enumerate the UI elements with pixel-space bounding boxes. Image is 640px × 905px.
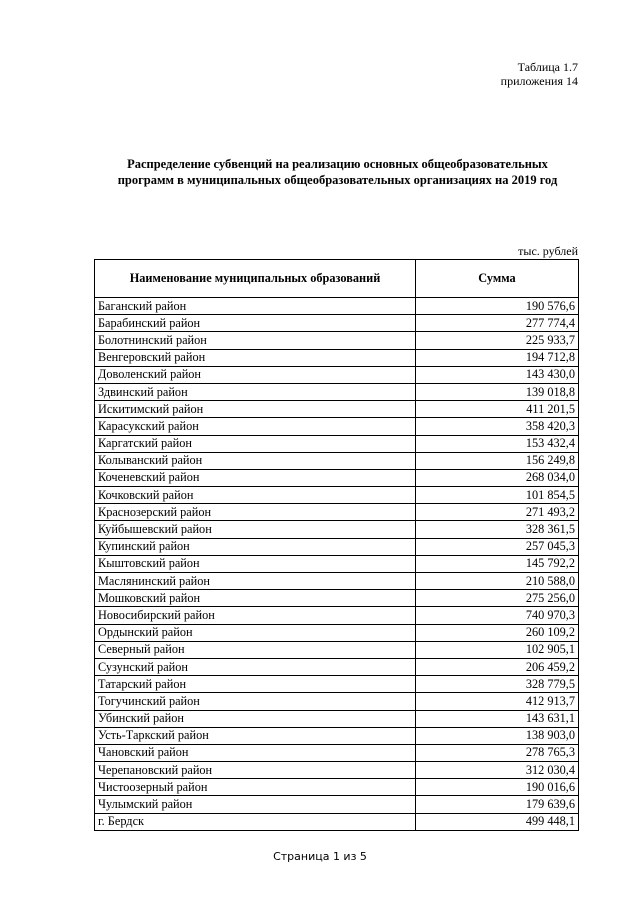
table-row [95, 813, 579, 830]
subsidy-amount: 190 576,6 [416, 298, 579, 315]
municipality-name: Доволенский район [95, 366, 416, 383]
table-row [95, 573, 579, 590]
table-caption [501, 60, 578, 88]
municipality-name: г. Бердск [95, 813, 416, 830]
subsidy-amount: 143 430,0 [416, 366, 579, 383]
table-row [95, 418, 579, 435]
table-row [95, 401, 579, 418]
subsidy-table [94, 259, 579, 831]
table-row [95, 555, 579, 572]
subsidy-amount: 277 774,4 [416, 315, 579, 332]
municipality-name: Маслянинский район [95, 573, 416, 590]
subsidy-amount: 145 792,2 [416, 555, 579, 572]
table-row [95, 538, 579, 555]
subsidy-amount: 206 459,2 [416, 658, 579, 675]
subsidy-amount: 268 034,0 [416, 469, 579, 486]
table-row [95, 693, 579, 710]
subsidy-amount: 153 432,4 [416, 435, 579, 452]
table-body [95, 298, 579, 831]
municipality-name: Венгеровский район [95, 349, 416, 366]
table-row [95, 796, 579, 813]
subsidy-amount: 275 256,0 [416, 590, 579, 607]
municipality-name: Чистоозерный район [95, 779, 416, 796]
municipality-name: Северный район [95, 641, 416, 658]
subsidy-amount: 190 016,6 [416, 779, 579, 796]
subsidy-amount: 257 045,3 [416, 538, 579, 555]
municipality-name: Баганский район [95, 298, 416, 315]
municipality-name: Новосибирский район [95, 607, 416, 624]
subsidy-amount: 278 765,3 [416, 744, 579, 761]
subsidy-amount: 194 712,8 [416, 349, 579, 366]
caption-table-number: Таблица 1.7 [517, 60, 578, 74]
municipality-name: Искитимский район [95, 401, 416, 418]
table-row [95, 590, 579, 607]
subsidy-amount: 740 970,3 [416, 607, 579, 624]
municipality-name: Карасукский район [95, 418, 416, 435]
subsidy-amount: 139 018,8 [416, 383, 579, 400]
municipality-name: Куйбышевский район [95, 521, 416, 538]
column-header-name: Наименование муниципальных образований [95, 260, 416, 298]
subsidy-amount: 328 779,5 [416, 676, 579, 693]
subsidy-amount: 225 933,7 [416, 332, 579, 349]
table-row [95, 607, 579, 624]
table-row [95, 298, 579, 315]
subsidy-amount: 328 361,5 [416, 521, 579, 538]
table-row [95, 624, 579, 641]
table-header-row [95, 260, 579, 298]
municipality-name: Татарский район [95, 676, 416, 693]
page-indicator: Страница 1 из 5 [273, 850, 367, 863]
municipality-name: Кыштовский район [95, 555, 416, 572]
subsidy-amount: 312 030,4 [416, 762, 579, 779]
municipality-name: Сузунский район [95, 658, 416, 675]
table-row [95, 521, 579, 538]
table-row [95, 504, 579, 521]
subsidy-amount: 179 639,6 [416, 796, 579, 813]
table-row [95, 332, 579, 349]
table-row [95, 641, 579, 658]
title-line-2: программ в муниципальных общеобразовательных организациях на 2019 год [117, 173, 558, 187]
subsidy-amount: 210 588,0 [416, 573, 579, 590]
subsidy-amount: 271 493,2 [416, 504, 579, 521]
table-row [95, 762, 579, 779]
table-row [95, 366, 579, 383]
municipality-name: Колыванский район [95, 452, 416, 469]
subsidy-amount: 412 913,7 [416, 693, 579, 710]
subsidy-amount: 260 109,2 [416, 624, 579, 641]
subsidy-amount: 138 903,0 [416, 727, 579, 744]
municipality-name: Усть-Таркский район [95, 727, 416, 744]
municipality-name: Кочковский район [95, 487, 416, 504]
municipality-name: Чулымский район [95, 796, 416, 813]
document-title [95, 156, 580, 188]
municipality-name: Болотнинский район [95, 332, 416, 349]
table-row [95, 710, 579, 727]
subsidy-amount: 156 249,8 [416, 452, 579, 469]
table-row [95, 727, 579, 744]
municipality-name: Барабинский район [95, 315, 416, 332]
municipality-name: Коченевский район [95, 469, 416, 486]
table-row [95, 487, 579, 504]
municipality-name: Тогучинский район [95, 693, 416, 710]
title-line-1: Распределение субвенций на реализацию основных общеобразовательных [127, 157, 548, 171]
units-label: тыс. рублей [518, 244, 578, 258]
table-row [95, 744, 579, 761]
subsidy-amount: 102 905,1 [416, 641, 579, 658]
table-row [95, 779, 579, 796]
table-row [95, 658, 579, 675]
municipality-name: Каргатский район [95, 435, 416, 452]
municipality-name: Здвинский район [95, 383, 416, 400]
table-row [95, 383, 579, 400]
table-row [95, 349, 579, 366]
table-row [95, 452, 579, 469]
municipality-name: Убинский район [95, 710, 416, 727]
caption-appendix: приложения 14 [500, 74, 578, 88]
municipality-name: Купинский район [95, 538, 416, 555]
subsidy-amount: 143 631,1 [416, 710, 579, 727]
table-row [95, 435, 579, 452]
subsidy-amount: 499 448,1 [416, 813, 579, 830]
municipality-name: Черепановский район [95, 762, 416, 779]
municipality-name: Ордынский район [95, 624, 416, 641]
subsidy-amount: 101 854,5 [416, 487, 579, 504]
subsidy-amount: 411 201,5 [416, 401, 579, 418]
municipality-name: Мошковский район [95, 590, 416, 607]
column-header-sum: Сумма [416, 260, 579, 298]
table-row [95, 469, 579, 486]
municipality-name: Чановский район [95, 744, 416, 761]
table-row [95, 315, 579, 332]
municipality-name: Краснозерский район [95, 504, 416, 521]
subsidy-amount: 358 420,3 [416, 418, 579, 435]
table-row [95, 676, 579, 693]
